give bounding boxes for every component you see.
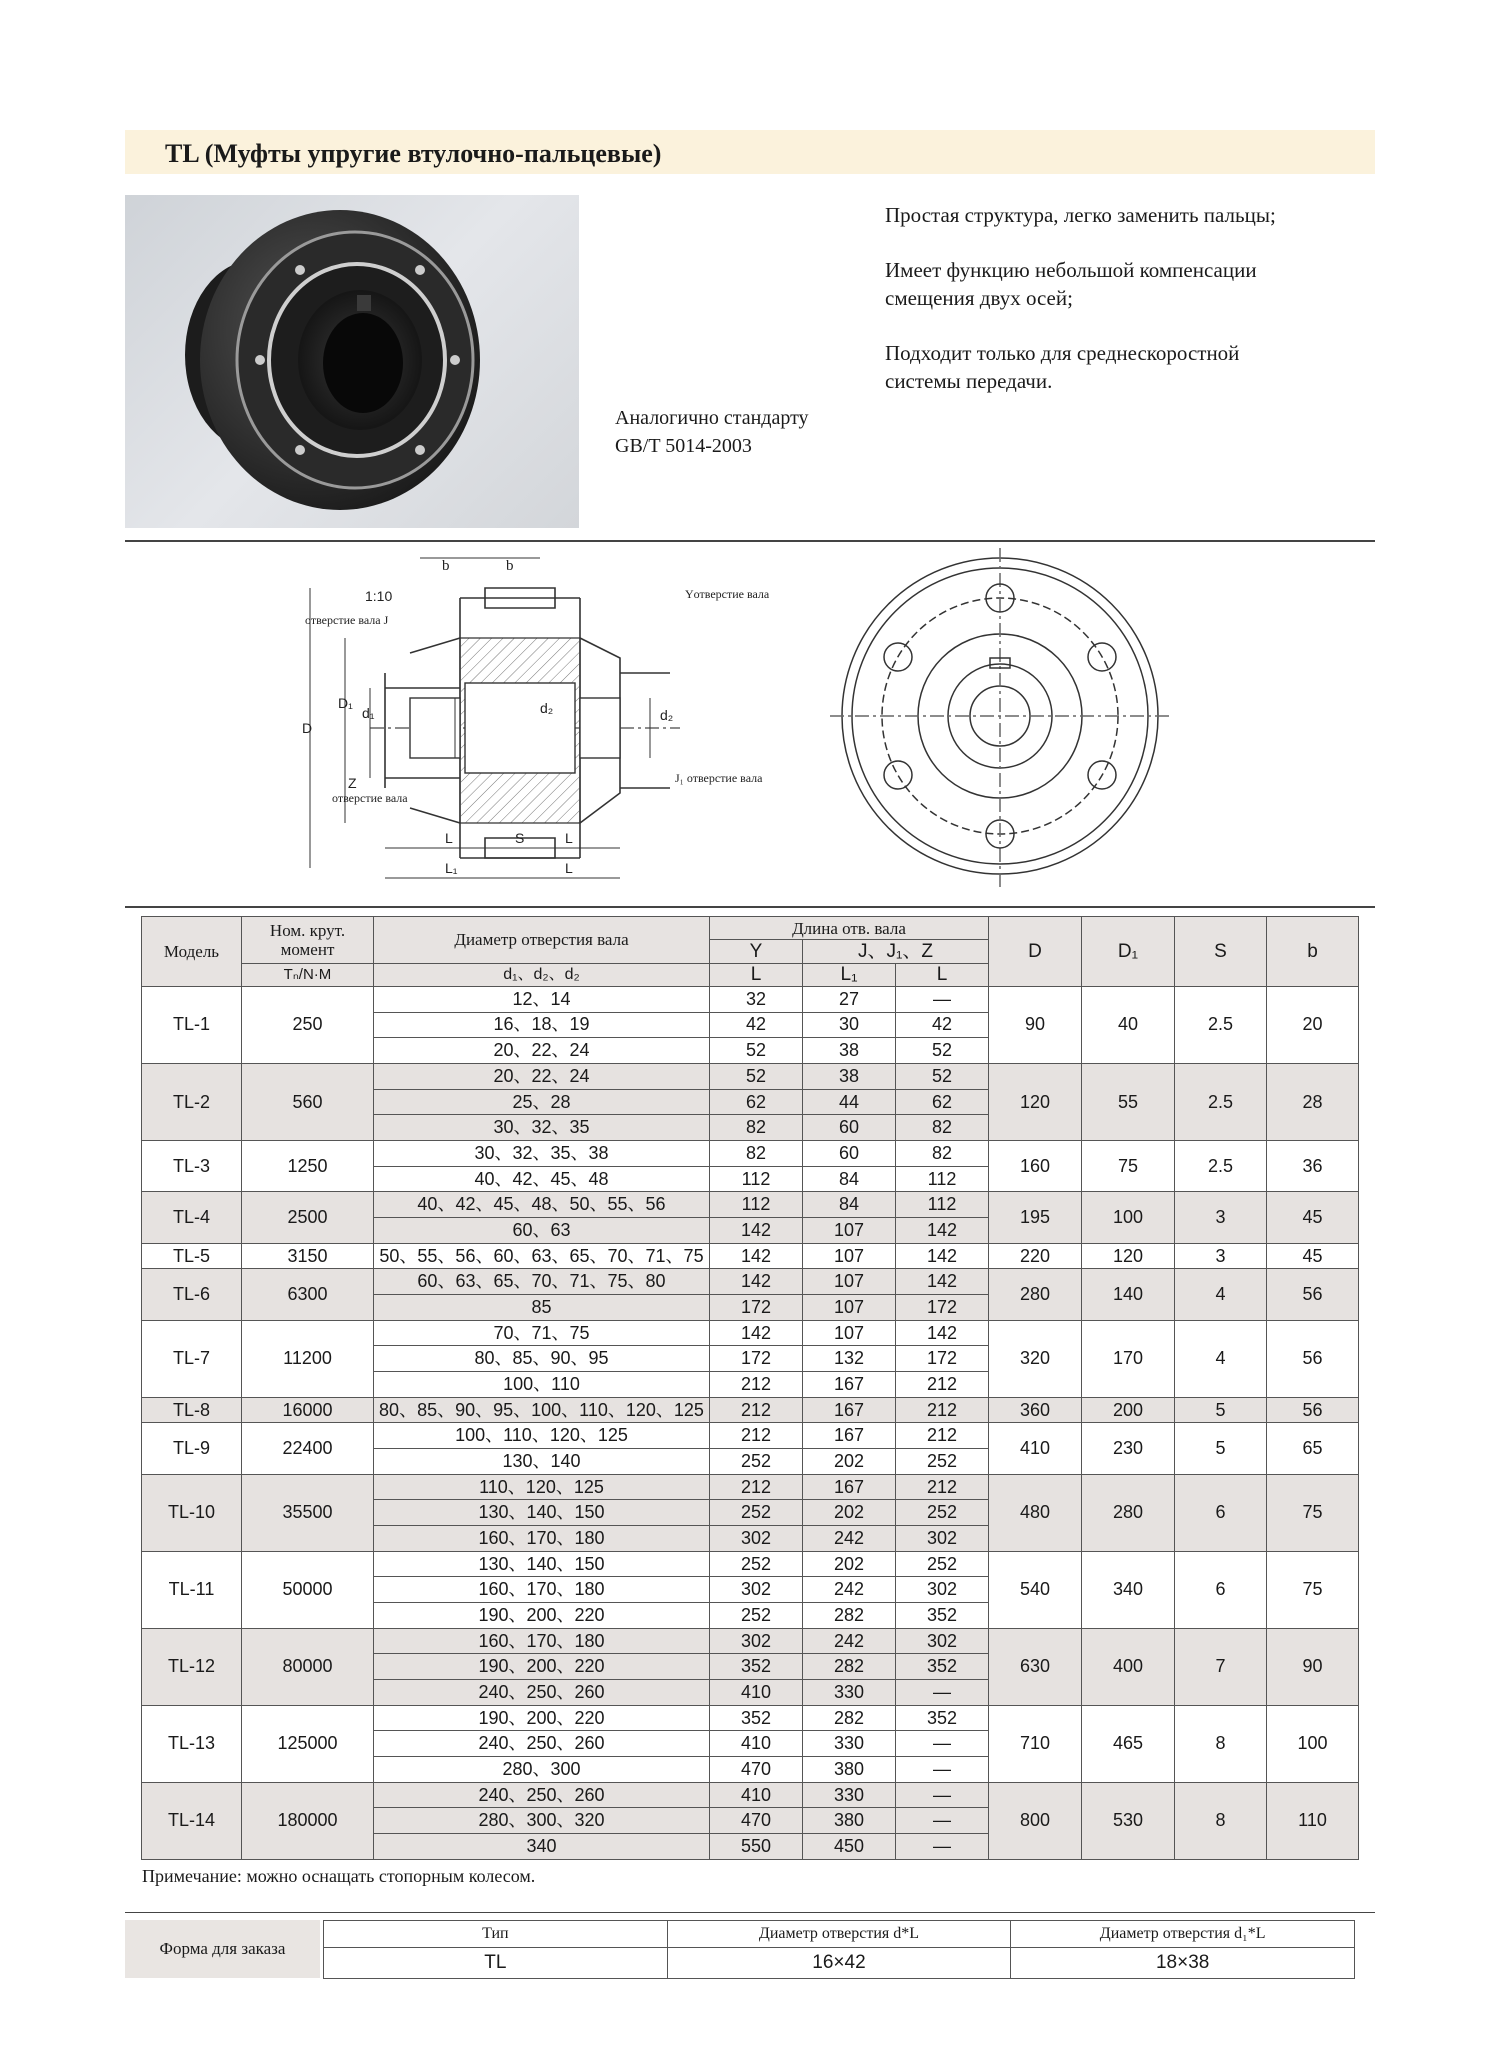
technical-drawing bbox=[302, 548, 1190, 896]
cell-S: 3 bbox=[1175, 1192, 1267, 1243]
dim-d1: d₁ bbox=[362, 705, 375, 721]
cell-y-l: 302 bbox=[710, 1526, 803, 1552]
cell-b: 100 bbox=[1267, 1705, 1359, 1782]
cell-D: 320 bbox=[989, 1320, 1082, 1397]
cell-b: 36 bbox=[1267, 1141, 1359, 1192]
cell-j-l: — bbox=[896, 1731, 989, 1757]
divider-top bbox=[125, 540, 1375, 542]
spec-table bbox=[141, 916, 1359, 1860]
order-header-row bbox=[324, 1921, 1355, 1948]
cell-model: TL-4 bbox=[142, 1192, 242, 1243]
cell-bore: 80、85、90、95、100、110、120、125 bbox=[374, 1397, 710, 1423]
cell-j-l1: 44 bbox=[803, 1089, 896, 1115]
hdr-torque bbox=[242, 917, 374, 964]
coupling-image bbox=[125, 195, 579, 528]
cell-j-l1: 60 bbox=[803, 1141, 896, 1167]
cell-j-l1: 380 bbox=[803, 1808, 896, 1834]
cell-b: 45 bbox=[1267, 1243, 1359, 1269]
cell-j-l1: 38 bbox=[803, 1038, 896, 1064]
cell-b: 110 bbox=[1267, 1782, 1359, 1859]
cell-bore: 130、140、150 bbox=[374, 1551, 710, 1577]
cell-bore: 20、22、24 bbox=[374, 1064, 710, 1090]
cell-model: TL-2 bbox=[142, 1064, 242, 1141]
cell-y-l: 470 bbox=[710, 1757, 803, 1783]
cell-y-l: 142 bbox=[710, 1218, 803, 1244]
note: Примечание: можно оснащать стопорным колесом. bbox=[142, 1866, 536, 1886]
cell-b: 75 bbox=[1267, 1551, 1359, 1628]
cell-y-l: 212 bbox=[710, 1397, 803, 1423]
cell-D: 630 bbox=[989, 1628, 1082, 1705]
feature-2-line-2: смещения двух осей; bbox=[885, 286, 1073, 310]
cell-j-l1: 282 bbox=[803, 1705, 896, 1731]
order-form-label: Форма для заказа bbox=[125, 1920, 320, 1978]
dim-L-bottom: L bbox=[565, 860, 573, 876]
cell-bore: 240、250、260 bbox=[374, 1782, 710, 1808]
cell-j-l1: 132 bbox=[803, 1346, 896, 1372]
standard-note bbox=[615, 404, 809, 460]
cell-j-l1: 242 bbox=[803, 1577, 896, 1603]
cell-j-l: 172 bbox=[896, 1346, 989, 1372]
hdr-jjz: J、J₁、Z bbox=[803, 940, 989, 963]
cell-j-l: 142 bbox=[896, 1269, 989, 1295]
order-val-bore-d: 16×42 bbox=[667, 1948, 1011, 1979]
cell-torque: 16000 bbox=[242, 1397, 374, 1423]
table-row bbox=[142, 1705, 1359, 1731]
cell-y-l: 142 bbox=[710, 1269, 803, 1295]
cell-j-l1: 38 bbox=[803, 1064, 896, 1090]
cell-bore: 70、71、75 bbox=[374, 1320, 710, 1346]
cell-bore: 160、170、180 bbox=[374, 1526, 710, 1552]
cell-S: 8 bbox=[1175, 1705, 1267, 1782]
cell-j-l: 142 bbox=[896, 1218, 989, 1244]
cell-D1: 55 bbox=[1082, 1064, 1175, 1141]
cell-j-l1: 30 bbox=[803, 1012, 896, 1038]
cell-D1: 170 bbox=[1082, 1320, 1175, 1397]
cell-j-l: 82 bbox=[896, 1115, 989, 1141]
cell-j-l: 252 bbox=[896, 1449, 989, 1475]
cell-j-l: 62 bbox=[896, 1089, 989, 1115]
divider-bottom bbox=[125, 1912, 1375, 1913]
cell-j-l1: 167 bbox=[803, 1397, 896, 1423]
table-row bbox=[142, 1474, 1359, 1500]
cell-torque: 250 bbox=[242, 986, 374, 1063]
label-z: Z bbox=[348, 775, 357, 791]
cell-j-l1: 330 bbox=[803, 1680, 896, 1706]
cell-S: 2.5 bbox=[1175, 1064, 1267, 1141]
cell-S: 7 bbox=[1175, 1628, 1267, 1705]
hdr-b: b bbox=[1267, 917, 1359, 987]
cell-j-l1: 380 bbox=[803, 1757, 896, 1783]
cell-b: 56 bbox=[1267, 1397, 1359, 1423]
order-value-row bbox=[324, 1948, 1355, 1979]
cell-bore: 40、42、45、48 bbox=[374, 1166, 710, 1192]
cell-D: 480 bbox=[989, 1474, 1082, 1551]
dim-L-left: L bbox=[445, 830, 453, 846]
cell-j-l1: 330 bbox=[803, 1782, 896, 1808]
cell-bore: 30、32、35 bbox=[374, 1115, 710, 1141]
dim-dz: d₂ bbox=[540, 700, 554, 716]
hdr-y: Y bbox=[710, 940, 803, 963]
dim-L1: L₁ bbox=[445, 860, 458, 876]
cell-j-l1: 27 bbox=[803, 986, 896, 1012]
cell-j-l1: 107 bbox=[803, 1320, 896, 1346]
cell-D1: 75 bbox=[1082, 1141, 1175, 1192]
cell-model: TL-6 bbox=[142, 1269, 242, 1320]
cell-D: 360 bbox=[989, 1397, 1082, 1423]
cell-j-l1: 60 bbox=[803, 1115, 896, 1141]
end-view bbox=[830, 548, 1170, 888]
cell-bore: 100、110、120、125 bbox=[374, 1423, 710, 1449]
hdr-bore: Диаметр отверстия вала bbox=[374, 917, 710, 964]
cell-D1: 200 bbox=[1082, 1397, 1175, 1423]
cell-D: 800 bbox=[989, 1782, 1082, 1859]
cell-bore: 12、14 bbox=[374, 986, 710, 1012]
cell-bore: 100、110 bbox=[374, 1372, 710, 1398]
cell-model: TL-8 bbox=[142, 1397, 242, 1423]
cell-j-l: 212 bbox=[896, 1372, 989, 1398]
table-row bbox=[142, 1628, 1359, 1654]
feature-3-line-1: Подходит только для среднескоростной bbox=[885, 341, 1240, 365]
order-hdr-type: Тип bbox=[324, 1921, 668, 1948]
cell-y-l: 252 bbox=[710, 1500, 803, 1526]
cell-b: 90 bbox=[1267, 1628, 1359, 1705]
cell-torque: 2500 bbox=[242, 1192, 374, 1243]
dim-b-right: b bbox=[506, 558, 514, 574]
cell-bore: 80、85、90、95 bbox=[374, 1346, 710, 1372]
cell-j-l: 142 bbox=[896, 1320, 989, 1346]
cell-S: 2.5 bbox=[1175, 1141, 1267, 1192]
cell-bore: 160、170、180 bbox=[374, 1577, 710, 1603]
cell-bore: 240、250、260 bbox=[374, 1731, 710, 1757]
cell-j-l: 302 bbox=[896, 1577, 989, 1603]
cell-bore: 130、140 bbox=[374, 1449, 710, 1475]
cell-D1: 40 bbox=[1082, 986, 1175, 1063]
order-table bbox=[323, 1920, 1355, 1979]
cell-j-l: — bbox=[896, 1680, 989, 1706]
hdr-torque-unit: Tₙ/N·M bbox=[242, 963, 374, 986]
cell-y-l: 252 bbox=[710, 1603, 803, 1629]
cell-j-l: 52 bbox=[896, 1038, 989, 1064]
cell-model: TL-13 bbox=[142, 1705, 242, 1782]
label-hole-y: Yотверстие вала bbox=[685, 587, 770, 601]
cell-model: TL-12 bbox=[142, 1628, 242, 1705]
cell-y-l: 352 bbox=[710, 1654, 803, 1680]
hdr-torque-l2: момент bbox=[280, 939, 335, 959]
dim-D: D bbox=[302, 720, 313, 736]
dim-taper: 1:10 bbox=[365, 588, 393, 604]
cell-j-l: 352 bbox=[896, 1603, 989, 1629]
cell-torque: 560 bbox=[242, 1064, 374, 1141]
cell-model: TL-3 bbox=[142, 1141, 242, 1192]
cell-j-l: — bbox=[896, 1808, 989, 1834]
cell-y-l: 112 bbox=[710, 1192, 803, 1218]
hdr-l: L bbox=[710, 963, 803, 986]
cell-bore: 30、32、35、38 bbox=[374, 1141, 710, 1167]
hdr-bore-sym: d₁、d₂、d₂ bbox=[374, 963, 710, 986]
cell-j-l: 82 bbox=[896, 1141, 989, 1167]
label-z-hole: отверстие вала bbox=[332, 791, 408, 805]
cell-j-l1: 330 bbox=[803, 1731, 896, 1757]
table-row bbox=[142, 1782, 1359, 1808]
cell-bore: 340 bbox=[374, 1834, 710, 1860]
cell-j-l1: 202 bbox=[803, 1500, 896, 1526]
cell-D1: 400 bbox=[1082, 1628, 1175, 1705]
cell-D: 160 bbox=[989, 1141, 1082, 1192]
cell-b: 28 bbox=[1267, 1064, 1359, 1141]
cell-j-l: 212 bbox=[896, 1397, 989, 1423]
cell-y-l: 410 bbox=[710, 1680, 803, 1706]
cell-D1: 280 bbox=[1082, 1474, 1175, 1551]
cell-b: 56 bbox=[1267, 1320, 1359, 1397]
cell-bore: 280、300 bbox=[374, 1757, 710, 1783]
table-row bbox=[142, 1192, 1359, 1218]
hdr-model: Модель bbox=[142, 917, 242, 987]
table-row bbox=[142, 1269, 1359, 1295]
cell-bore: 240、250、260 bbox=[374, 1680, 710, 1706]
cell-D: 90 bbox=[989, 986, 1082, 1063]
cell-y-l: 42 bbox=[710, 1012, 803, 1038]
cell-bore: 60、63 bbox=[374, 1218, 710, 1244]
cell-D: 280 bbox=[989, 1269, 1082, 1320]
cell-j-l: 172 bbox=[896, 1295, 989, 1321]
cell-D1: 230 bbox=[1082, 1423, 1175, 1474]
cell-j-l1: 84 bbox=[803, 1192, 896, 1218]
page-title: TL (Муфты упругие втулочно-пальцевые) bbox=[165, 139, 662, 168]
cell-j-l1: 167 bbox=[803, 1372, 896, 1398]
cell-y-l: 212 bbox=[710, 1474, 803, 1500]
feature-1: Простая структура, легко заменить пальцы; bbox=[885, 203, 1276, 227]
cell-y-l: 302 bbox=[710, 1628, 803, 1654]
cell-y-l: 52 bbox=[710, 1064, 803, 1090]
cell-j-l1: 242 bbox=[803, 1628, 896, 1654]
order-hdr-bore-d: Диаметр отверстия d*L bbox=[667, 1921, 1011, 1948]
cell-torque: 6300 bbox=[242, 1269, 374, 1320]
cell-j-l: 112 bbox=[896, 1192, 989, 1218]
cell-bore: 50、55、56、60、63、65、70、71、75 bbox=[374, 1243, 710, 1269]
cell-j-l: 42 bbox=[896, 1012, 989, 1038]
table-row bbox=[142, 986, 1359, 1012]
cell-j-l1: 167 bbox=[803, 1423, 896, 1449]
cell-j-l: 302 bbox=[896, 1628, 989, 1654]
cell-bore: 60、63、65、70、71、75、80 bbox=[374, 1269, 710, 1295]
hdr-D: D bbox=[989, 917, 1082, 987]
cell-j-l1: 202 bbox=[803, 1449, 896, 1475]
cell-j-l1: 282 bbox=[803, 1603, 896, 1629]
order-hdr-bore-d1: Диаметр отверстия d₁*L bbox=[1011, 1921, 1355, 1948]
product-photo bbox=[125, 195, 579, 528]
cell-y-l: 410 bbox=[710, 1782, 803, 1808]
cell-D: 195 bbox=[989, 1192, 1082, 1243]
cell-y-l: 410 bbox=[710, 1731, 803, 1757]
cell-y-l: 252 bbox=[710, 1551, 803, 1577]
cell-torque: 50000 bbox=[242, 1551, 374, 1628]
table-row bbox=[142, 1141, 1359, 1167]
cell-S: 4 bbox=[1175, 1269, 1267, 1320]
cell-S: 2.5 bbox=[1175, 986, 1267, 1063]
table-row bbox=[142, 1064, 1359, 1090]
cell-j-l1: 242 bbox=[803, 1526, 896, 1552]
cell-y-l: 142 bbox=[710, 1320, 803, 1346]
cell-j-l: 142 bbox=[896, 1243, 989, 1269]
cell-bore: 20、22、24 bbox=[374, 1038, 710, 1064]
cell-y-l: 212 bbox=[710, 1423, 803, 1449]
cell-bore: 16、18、19 bbox=[374, 1012, 710, 1038]
label-hole-j1: J₁ отверстие вала bbox=[675, 771, 763, 785]
cell-j-l: 212 bbox=[896, 1423, 989, 1449]
feature-3-line-2: системы передачи. bbox=[885, 369, 1053, 393]
cell-y-l: 550 bbox=[710, 1834, 803, 1860]
cell-y-l: 52 bbox=[710, 1038, 803, 1064]
table-row bbox=[142, 1551, 1359, 1577]
cell-torque: 125000 bbox=[242, 1705, 374, 1782]
cell-torque: 11200 bbox=[242, 1320, 374, 1397]
cell-b: 65 bbox=[1267, 1423, 1359, 1474]
cell-D: 410 bbox=[989, 1423, 1082, 1474]
cell-y-l: 82 bbox=[710, 1141, 803, 1167]
cell-D: 710 bbox=[989, 1705, 1082, 1782]
cell-D: 540 bbox=[989, 1551, 1082, 1628]
cell-bore: 280、300、320 bbox=[374, 1808, 710, 1834]
table-row bbox=[142, 1243, 1359, 1269]
table-row bbox=[142, 1320, 1359, 1346]
cell-D1: 100 bbox=[1082, 1192, 1175, 1243]
cell-D1: 140 bbox=[1082, 1269, 1175, 1320]
dim-L-right: L bbox=[565, 830, 573, 846]
cell-torque: 1250 bbox=[242, 1141, 374, 1192]
cell-b: 75 bbox=[1267, 1474, 1359, 1551]
cell-j-l1: 107 bbox=[803, 1269, 896, 1295]
cell-torque: 180000 bbox=[242, 1782, 374, 1859]
cell-y-l: 352 bbox=[710, 1705, 803, 1731]
hdr-D1: D₁ bbox=[1082, 917, 1175, 987]
table-row bbox=[142, 1397, 1359, 1423]
cell-y-l: 112 bbox=[710, 1166, 803, 1192]
cell-model: TL-1 bbox=[142, 986, 242, 1063]
standard-line-1: Аналогично стандарту bbox=[615, 407, 809, 429]
cell-j-l: — bbox=[896, 1757, 989, 1783]
cell-S: 5 bbox=[1175, 1397, 1267, 1423]
cell-S: 6 bbox=[1175, 1474, 1267, 1551]
cell-y-l: 252 bbox=[710, 1449, 803, 1475]
table-row bbox=[142, 1423, 1359, 1449]
cell-bore: 190、200、220 bbox=[374, 1603, 710, 1629]
cell-bore: 190、200、220 bbox=[374, 1654, 710, 1680]
cell-bore: 110、120、125 bbox=[374, 1474, 710, 1500]
dim-D1: D₁ bbox=[338, 695, 353, 711]
cell-model: TL-9 bbox=[142, 1423, 242, 1474]
cell-torque: 3150 bbox=[242, 1243, 374, 1269]
cell-D1: 340 bbox=[1082, 1551, 1175, 1628]
label-hole-j: отверстие вала J bbox=[305, 613, 389, 627]
cell-y-l: 82 bbox=[710, 1115, 803, 1141]
hdr-l2: L bbox=[896, 963, 989, 986]
cell-torque: 35500 bbox=[242, 1474, 374, 1551]
cell-b: 56 bbox=[1267, 1269, 1359, 1320]
standard-line-2: GB/T 5014-2003 bbox=[615, 435, 752, 457]
cell-bore: 40、42、45、48、50、55、56 bbox=[374, 1192, 710, 1218]
cell-j-l1: 202 bbox=[803, 1551, 896, 1577]
cell-j-l1: 167 bbox=[803, 1474, 896, 1500]
cell-y-l: 302 bbox=[710, 1577, 803, 1603]
cell-S: 4 bbox=[1175, 1320, 1267, 1397]
cell-j-l: 252 bbox=[896, 1551, 989, 1577]
cell-j-l: 112 bbox=[896, 1166, 989, 1192]
cell-b: 45 bbox=[1267, 1192, 1359, 1243]
cell-S: 5 bbox=[1175, 1423, 1267, 1474]
dim-S: S bbox=[515, 830, 525, 846]
cell-j-l1: 107 bbox=[803, 1295, 896, 1321]
cell-D1: 120 bbox=[1082, 1243, 1175, 1269]
cell-y-l: 172 bbox=[710, 1295, 803, 1321]
cell-D: 220 bbox=[989, 1243, 1082, 1269]
hdr-torque-l1: Ном. крут. bbox=[269, 920, 346, 940]
cell-j-l: — bbox=[896, 986, 989, 1012]
order-val-bore-d1: 18×38 bbox=[1011, 1948, 1355, 1979]
cell-bore: 160、170、180 bbox=[374, 1628, 710, 1654]
cell-y-l: 172 bbox=[710, 1346, 803, 1372]
cell-j-l: — bbox=[896, 1834, 989, 1860]
cell-bore: 85 bbox=[374, 1295, 710, 1321]
cell-model: TL-11 bbox=[142, 1551, 242, 1628]
dim-d2: d₂ bbox=[660, 707, 674, 723]
cell-b: 20 bbox=[1267, 986, 1359, 1063]
cell-j-l1: 107 bbox=[803, 1243, 896, 1269]
cell-j-l: 252 bbox=[896, 1500, 989, 1526]
cell-y-l: 470 bbox=[710, 1808, 803, 1834]
cell-j-l: — bbox=[896, 1782, 989, 1808]
dim-b-left: b bbox=[442, 558, 450, 574]
cell-j-l1: 450 bbox=[803, 1834, 896, 1860]
cell-j-l1: 282 bbox=[803, 1654, 896, 1680]
cell-D1: 530 bbox=[1082, 1782, 1175, 1859]
cell-j-l: 352 bbox=[896, 1654, 989, 1680]
cell-bore: 190、200、220 bbox=[374, 1705, 710, 1731]
hdr-l1: L₁ bbox=[803, 963, 896, 986]
cell-j-l: 212 bbox=[896, 1474, 989, 1500]
header-row-1 bbox=[142, 917, 1359, 940]
cell-j-l1: 107 bbox=[803, 1218, 896, 1244]
cell-y-l: 142 bbox=[710, 1243, 803, 1269]
cell-torque: 80000 bbox=[242, 1628, 374, 1705]
cell-D1: 465 bbox=[1082, 1705, 1175, 1782]
cell-bore: 130、140、150 bbox=[374, 1500, 710, 1526]
feature-2-line-1: Имеет функцию небольшой компенсации bbox=[885, 258, 1257, 282]
cell-torque: 22400 bbox=[242, 1423, 374, 1474]
hdr-length: Длина отв. вала bbox=[710, 917, 989, 940]
cell-j-l1: 84 bbox=[803, 1166, 896, 1192]
cell-y-l: 62 bbox=[710, 1089, 803, 1115]
cell-j-l: 302 bbox=[896, 1526, 989, 1552]
order-val-type: TL bbox=[324, 1948, 668, 1979]
divider-middle bbox=[125, 906, 1375, 908]
cell-S: 3 bbox=[1175, 1243, 1267, 1269]
cell-y-l: 212 bbox=[710, 1372, 803, 1398]
cell-y-l: 32 bbox=[710, 986, 803, 1012]
cell-model: TL-14 bbox=[142, 1782, 242, 1859]
cell-model: TL-5 bbox=[142, 1243, 242, 1269]
cell-S: 8 bbox=[1175, 1782, 1267, 1859]
cell-bore: 25、28 bbox=[374, 1089, 710, 1115]
cell-D: 120 bbox=[989, 1064, 1082, 1141]
cell-j-l: 352 bbox=[896, 1705, 989, 1731]
cell-j-l: 52 bbox=[896, 1064, 989, 1090]
cell-S: 6 bbox=[1175, 1551, 1267, 1628]
hdr-S: S bbox=[1175, 917, 1267, 987]
cell-model: TL-10 bbox=[142, 1474, 242, 1551]
cell-model: TL-7 bbox=[142, 1320, 242, 1397]
